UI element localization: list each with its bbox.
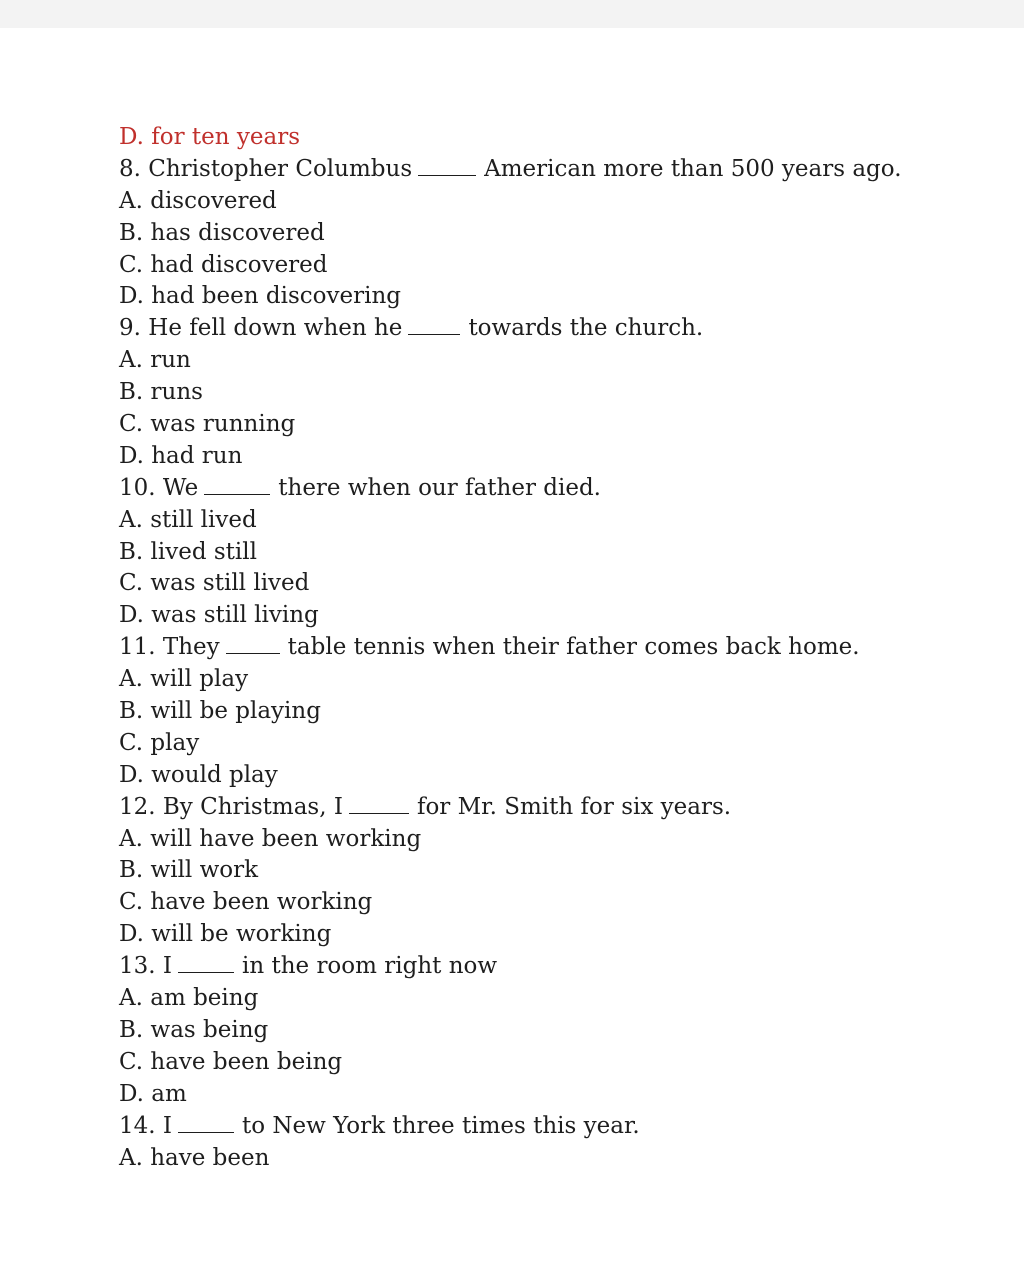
question-stem: 11. They table tennis when their father comes back home. xyxy=(119,634,860,661)
option: C. have been being xyxy=(119,1048,343,1075)
option: A. still lived xyxy=(119,506,257,533)
option: A. will play xyxy=(119,666,249,693)
option: C. was running xyxy=(119,411,296,438)
option: B. was being xyxy=(119,1016,269,1043)
option: C. was still lived xyxy=(119,570,310,597)
answer-blank xyxy=(418,174,476,176)
quiz-content xyxy=(119,122,999,1174)
option: D. was still living xyxy=(119,602,319,629)
answer-blank xyxy=(408,333,460,335)
option: C. had discovered xyxy=(119,251,328,278)
option: D. had run xyxy=(119,442,243,469)
question-stem: 8. Christopher Columbus American more than 500 years ago. xyxy=(119,155,902,182)
top-bar xyxy=(0,0,1024,28)
answer-blank xyxy=(226,652,280,654)
answer-blank xyxy=(349,812,409,814)
previous-option: D. for ten years xyxy=(119,124,301,150)
question-stem: 12. By Christmas, I for Mr. Smith for six years. xyxy=(119,793,732,820)
option: D. had been discovering xyxy=(119,283,401,310)
question-stem: 14. I to New York three times this year. xyxy=(119,1112,640,1139)
answer-blank xyxy=(178,971,234,973)
option: B. will work xyxy=(119,857,259,884)
option: A. will have been working xyxy=(119,825,422,852)
option: B. runs xyxy=(119,379,203,406)
option: C. play xyxy=(119,729,200,756)
answer-blank xyxy=(204,493,270,495)
option: B. has discovered xyxy=(119,219,325,246)
option: A. discovered xyxy=(119,187,277,214)
option: D. would play xyxy=(119,761,278,788)
option: A. am being xyxy=(119,985,259,1012)
option: A. run xyxy=(119,347,191,374)
option: B. will be playing xyxy=(119,698,321,725)
question-stem: 9. He fell down when he towards the church. xyxy=(119,315,704,342)
option: C. have been working xyxy=(119,889,373,916)
option: B. lived still xyxy=(119,538,257,565)
option: A. have been xyxy=(119,1144,270,1171)
option: D. am xyxy=(119,1080,187,1107)
question-stem: 13. I in the room right now xyxy=(119,953,498,980)
question-stem: 10. We there when our father died. xyxy=(119,474,601,501)
option: D. will be working xyxy=(119,921,332,948)
answer-blank xyxy=(178,1131,234,1133)
